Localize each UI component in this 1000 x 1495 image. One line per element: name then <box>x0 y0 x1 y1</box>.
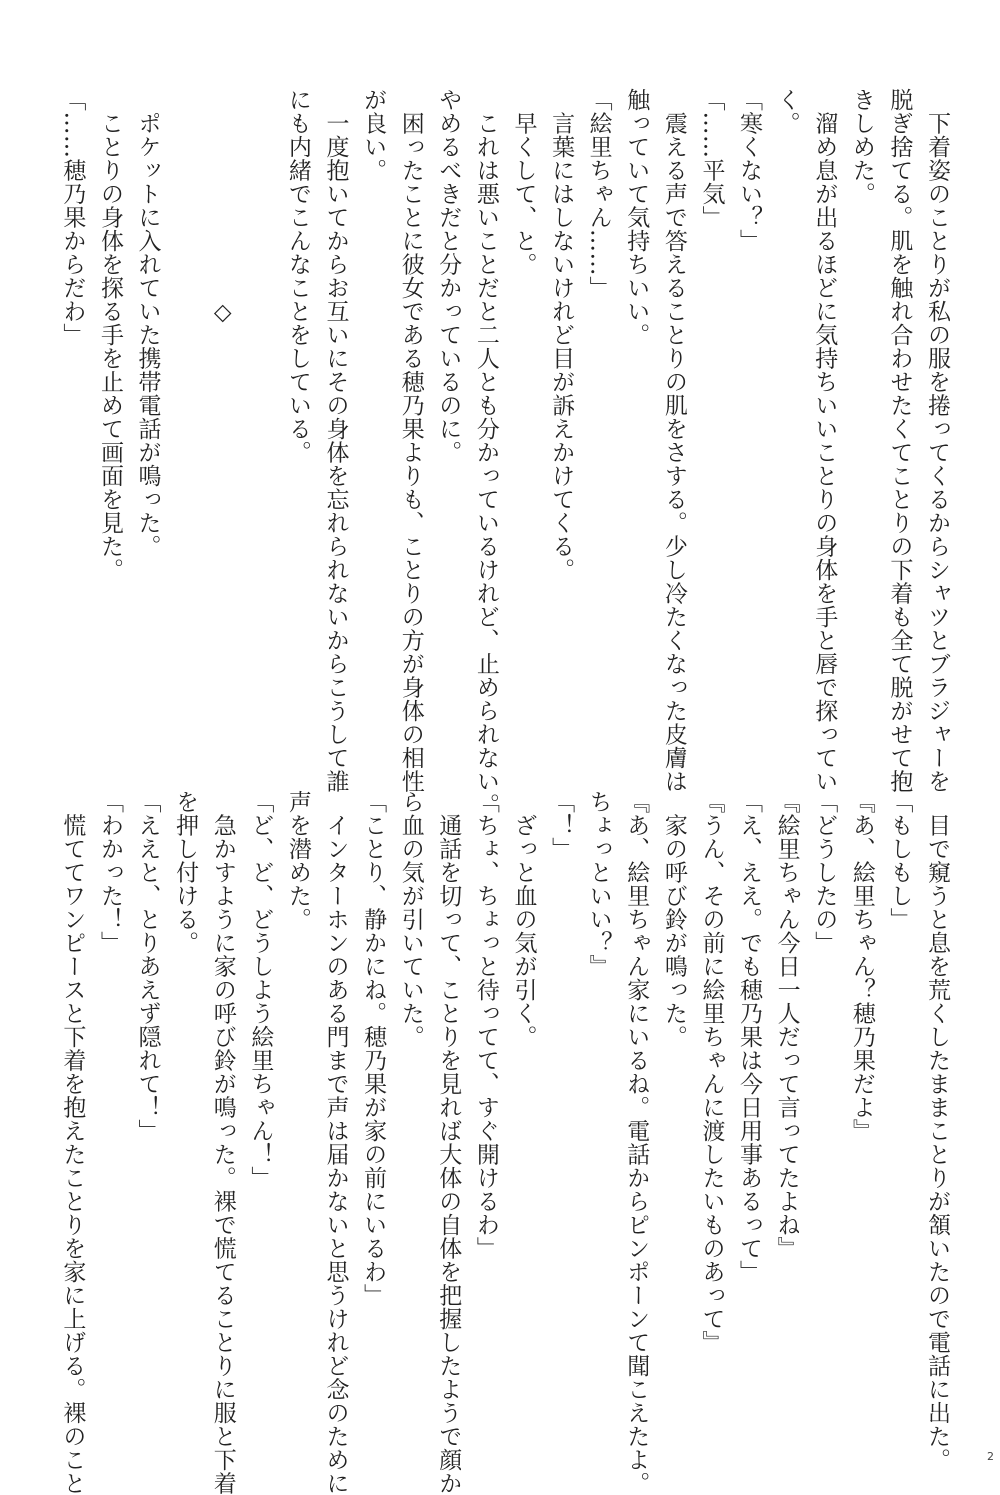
text-column: 「……平気」 <box>698 88 725 229</box>
text-column: ら血の気が引いていた。 <box>397 790 424 1049</box>
page-number: 2 <box>987 1450 994 1463</box>
text-column: 『あ、絵里ちゃん？穂乃果だよ』 <box>848 790 875 1143</box>
lower-text-block <box>53 790 955 1495</box>
text-column: 声を潜めた。 <box>284 790 311 931</box>
text-column: きしめた。 <box>848 88 875 206</box>
text-column: ことりの身体を探る手を止めて画面を見た。 <box>96 88 123 582</box>
text-column: 言葉にはしないけれど目が訴えかけてくる。 <box>548 88 575 582</box>
text-column: インターホンのある門まで声は届かないと思うけれど念のために <box>322 790 349 1495</box>
upper-text-block <box>53 88 955 817</box>
text-column: 溜め息が出るほどに気持ちいいことりの身体を手と唇で探ってい <box>811 88 838 793</box>
text-column: ポケットに入れていた携帯電話が鳴った。 <box>134 88 161 558</box>
text-column: 一度抱いてからお互いにその身体を忘れられないからこうして誰 <box>322 88 349 793</box>
text-column: ちょっといい？』 <box>585 790 612 978</box>
text-column: 『うん、その前に絵里ちゃんに渡したいものあって』 <box>698 790 725 1354</box>
text-column: 慌ててワンピースと下着を抱えたことりを家に上げる。裸のこと <box>59 790 86 1495</box>
text-column: 「わかった！」 <box>96 790 123 955</box>
text-column: 困ったことに彼女である穂乃果よりも、ことりの方が身体の相性 <box>397 88 424 793</box>
text-column: 家の呼び鈴が鳴った。 <box>660 790 687 1049</box>
text-column: を押し付ける。 <box>172 790 199 955</box>
text-column: 「……穂乃果からだわ」 <box>59 88 86 347</box>
text-column: 「ちょ、ちょっと待ってて、すぐ開けるわ」 <box>472 790 499 1260</box>
text-column: 脱ぎ捨てる。肌を触れ合わせたくてことりの下着も全て脱がせて抱 <box>886 88 913 793</box>
text-column: 「！」 <box>548 790 575 861</box>
text-column <box>166 88 204 738</box>
text-column: 早くして、と。 <box>510 88 537 276</box>
text-column: ◇ <box>209 88 236 326</box>
text-column: ざっと血の気が引く。 <box>510 790 537 1049</box>
text-column: 「もしもし」 <box>886 790 913 931</box>
text-column: 『絵里ちゃん今日一人だって言ってたよね』 <box>773 790 800 1260</box>
text-column: 急かすように家の呼び鈴が鳴った。裸で慌てることりに服と下着 <box>209 790 236 1495</box>
text-column: やめるべきだと分かっているのに。 <box>435 88 462 464</box>
text-column: 「ことり、静かにね。穂乃果が家の前にいるわ」 <box>360 790 387 1307</box>
text-column: 目で窺うと息を荒くしたままことりが頷いたので電話に出た。 <box>924 790 950 1472</box>
text-column: 「え、ええ。でも穂乃果は今日用事あるって」 <box>736 790 763 1284</box>
text-column: く。 <box>773 88 800 135</box>
text-column: が良い。 <box>360 88 387 182</box>
text-column: 触っていて気持ちいい。 <box>623 88 650 347</box>
text-column: にも内緒でこんなことをしている。 <box>284 88 311 464</box>
text-column: これは悪いことだと二人とも分かっているけれど、止められない。 <box>472 88 499 817</box>
text-column: 『あ、絵里ちゃん家にいるね。電話からピンポーンて聞こえたよ。 <box>623 790 650 1495</box>
text-column <box>241 88 279 738</box>
text-column: 通話を切って、ことりを見れば大体の自体を把握したようで顔か <box>435 790 462 1495</box>
text-column: 下着姿のことりが私の服を捲ってくるからシャツとブラジャーを <box>924 88 950 793</box>
text-column: 「ど、ど、どうしよう絵里ちゃん！」 <box>247 790 274 1190</box>
text-column: 震える声で答えることりの肌をさする。少し冷たくなった皮膚は <box>660 88 687 793</box>
text-column: 「寒くない？」 <box>736 88 763 253</box>
text-column: 「どうしたの」 <box>811 790 838 955</box>
text-column: 「ええと、とりあえず隠れて！」 <box>134 790 161 1143</box>
text-column: 「絵里ちゃん……」 <box>585 88 612 300</box>
